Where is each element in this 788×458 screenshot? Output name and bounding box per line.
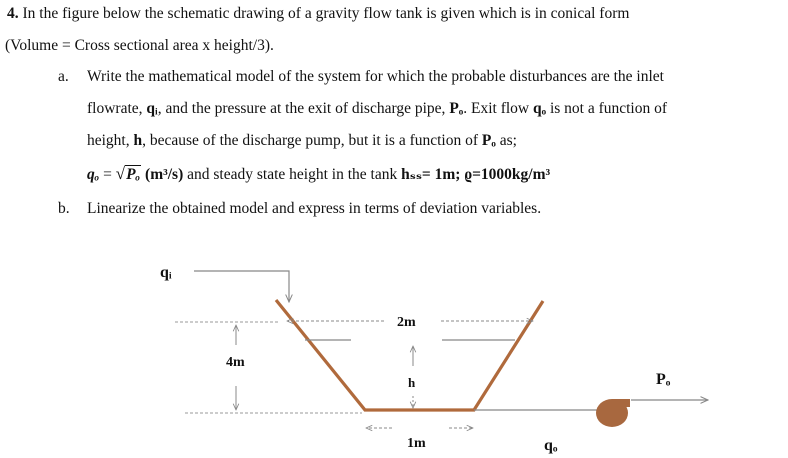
radical-sign: √ [115,164,126,183]
steady-state-values: hₛₛ= 1m; ϱ=1000kg/m³ [401,166,551,183]
h-symbol: h [133,132,143,149]
eq-equals: = [103,166,112,183]
problem-number: 4. [7,5,19,22]
part-b-text: Linearize the obtained model and express in terms of deviation variables. [87,200,542,217]
text: height, [87,132,134,149]
eq-text: and steady state height in the tank [183,166,402,183]
part-a-label: a. [58,68,69,85]
text: . Exit flow [463,100,533,117]
part-b-label: b. [58,200,70,217]
label-qi: qᵢ [160,264,172,281]
pump-icon [596,399,630,427]
inlet-flow-line [194,271,289,302]
eq-units: (m³/s) [145,166,184,183]
text: flowrate, [87,100,147,117]
problem-line-2: (Volume = Cross sectional area x height/3). [5,37,274,54]
part-a-line-1: Write the mathematical model of the system for which the probable disturbances are the inlet [87,68,664,85]
text: , and the pressure at the exit of discharge pipe, [157,100,450,117]
text: , because of the discharge pump, but it is a function of [142,132,482,149]
radicand: Pₒ [126,166,141,183]
po-symbol: Pₒ [481,132,496,149]
qi-symbol: qᵢ [146,100,158,117]
text: as; [495,132,517,149]
label-1m: 1m [407,436,426,451]
text: is not a function of [546,100,668,117]
label-h: h [408,375,416,390]
label-2m: 2m [397,315,416,330]
label-qo: qₒ [544,437,558,454]
eq-lhs: qₒ [87,166,100,183]
label-4m: 4m [226,355,245,370]
label-po: Pₒ [656,371,671,388]
problem-text-1: In the figure below the schematic drawing of a gravity flow tank is given which is in conical form [22,5,630,22]
po-symbol: Pₒ [449,100,464,117]
qo-symbol: qₒ [532,100,547,117]
